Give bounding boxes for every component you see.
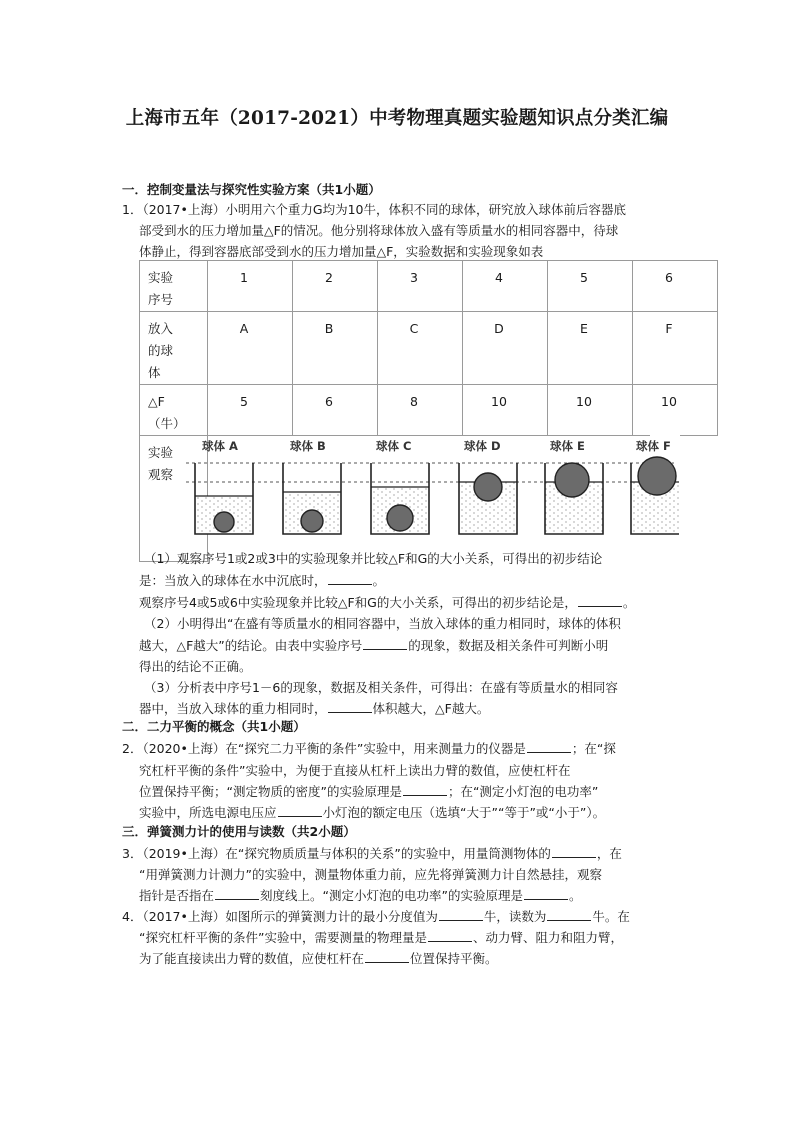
row-header-line: （牛） [148, 416, 186, 431]
row-header-line: 实验 [148, 445, 174, 460]
table-cell: 3 [378, 261, 463, 312]
table-cell: E [548, 312, 633, 385]
table-cell: D [463, 312, 548, 385]
table-cell: F [633, 312, 718, 385]
container-e [545, 463, 603, 534]
ball-b [301, 510, 323, 532]
q3-line-2: “用弹簧测力计测力”的实验中，测量物体重力前，应先将弹簧测力计自然悬挂，观察 [139, 867, 602, 882]
table-cell: 10 [463, 385, 548, 436]
answer-blank[interactable] [363, 637, 407, 650]
row-header-line: 的球 [148, 343, 174, 358]
figure-label-c: 球体 C [376, 439, 412, 453]
table-cell: 6 [293, 385, 378, 436]
ball-f [638, 457, 676, 495]
ball-a [214, 512, 234, 532]
q2-line-1: 2．（2020•上海）在“探究二力平衡的条件”实验中，用来测量力的仪器是 ；在“探 [122, 741, 616, 756]
page-title: 上海市五年（2017-2021）中考物理真题实验题知识点分类汇编 [125, 108, 669, 129]
ball-c [387, 505, 413, 531]
table-cell: 8 [378, 385, 463, 436]
table-cell: 5 [208, 385, 293, 436]
figure-label-d: 球体 D [464, 439, 501, 453]
row-header-line: 实验 [148, 270, 174, 285]
q1-line-1: 1．（2017•上海）小明用六个重力G均为10牛，体积不同的球体，研究放入球体前后容器底 [122, 202, 626, 217]
experiment-figure [140, 430, 680, 548]
q2-line-3: 位置保持平衡；“测定物质的密度”的实验原理是 ；在“测定小灯泡的电功率” [139, 784, 599, 799]
section-heading-2: 二．二力平衡的概念（共1小题） [122, 719, 306, 734]
q2-line-4: 实验中，所选电源电压应 小灯泡的额定电压（选填“大于”“等于”或“小于”）。 [139, 805, 606, 820]
q1-sub3-line2: 器中，当放入球体的重力相同时， 体积越大，△F越大。 [139, 701, 490, 716]
q1-sub2-line1: （2）小明得出“在盛有等质量水的相同容器中，当放入球体的重力相同时，球体的体积 [144, 616, 621, 631]
row-header-line: 观察 [148, 467, 174, 482]
row-header-line: 体 [148, 365, 161, 380]
q1-sub1-line2: 是：当放入的球体在水中沉底时， 。 [139, 573, 386, 588]
table-row-seq [140, 261, 718, 312]
answer-blank[interactable] [552, 845, 596, 858]
row-header-seq [140, 261, 208, 312]
q4-line-3: 为了能直接读出力臂的数值，应使杠杆在 位置保持平衡。 [139, 951, 498, 966]
answer-blank[interactable] [439, 908, 483, 921]
row-header-ball [140, 312, 208, 385]
q1-sub1-line1: （1）观察序号1或2或3中的实验现象并比较△F和G的大小关系，可得出的初步结论 [144, 551, 603, 566]
ball-e [555, 463, 589, 497]
section-heading-1: 一．控制变量法与探究性实验方案（共1小题） [122, 182, 381, 197]
q1-sub1-line3: 观察序号4或5或6中实验现象并比较△F和G的大小关系，可得出的初步结论是， 。 [139, 595, 636, 610]
table-cell: 4 [463, 261, 548, 312]
row-header-force [140, 385, 208, 436]
row-header-line: 放入 [148, 321, 174, 336]
ball-d [474, 473, 502, 501]
answer-blank[interactable] [524, 887, 568, 900]
answer-blank[interactable] [578, 594, 622, 607]
answer-blank[interactable] [547, 908, 591, 921]
q1-line-3: 体静止，得到容器底部受到水的压力增加量△F，实验数据和实验现象如表 [139, 244, 544, 259]
q1-sub2-line2: 越大，△F越大”的结论。由表中实验序号 的现象，数据及相关条件可判断小明 [139, 638, 609, 653]
q4-line-2: “探究杠杆平衡的条件”实验中，需要测量的物理量是 、动力臂、阻力和阻力臂， [139, 930, 623, 945]
table-cell: 6 [633, 261, 718, 312]
table-cell: 1 [208, 261, 293, 312]
q1-line-2: 部受到水的压力增加量△F的情况。他分别将球体放入盛有等质量水的相同容器中，待球 [139, 223, 619, 238]
container-f [631, 457, 679, 534]
table-cell: B [293, 312, 378, 385]
table-cell: 5 [548, 261, 633, 312]
section-heading-3: 三．弹簧测力计的使用与读数（共2小题） [122, 824, 356, 839]
figure-label-f: 球体 F [636, 439, 671, 453]
answer-blank[interactable] [328, 572, 372, 585]
container-c [371, 463, 429, 534]
container-b [283, 463, 341, 534]
row-header-line: 序号 [148, 292, 174, 307]
table-row-ball [140, 312, 718, 385]
q1-sub2-line3: 得出的结论不正确。 [139, 659, 252, 674]
q3-line-1: 3．（2019•上海）在“探究物质质量与体积的关系”的实验中，用量筒测物体的 ，在 [122, 846, 622, 861]
table-row-force [140, 385, 718, 436]
table-cell: 2 [293, 261, 378, 312]
table-cell: 10 [633, 385, 718, 436]
q4-line-1: 4．（2017•上海）如图所示的弹簧测力计的最小分度值为 牛，读数为 牛。在 [122, 909, 630, 924]
table-cell: A [208, 312, 293, 385]
answer-blank[interactable] [278, 804, 322, 817]
answer-blank[interactable] [428, 929, 472, 942]
figure-label-a: 球体 A [202, 439, 238, 453]
q1-sub3-line1: （3）分析表中序号1－6的现象，数据及相关条件，可得出：在盛有等质量水的相同容 [144, 680, 618, 695]
answer-blank[interactable] [527, 740, 571, 753]
table-cell: 10 [548, 385, 633, 436]
figure-label-e: 球体 E [550, 439, 585, 453]
container-d [459, 463, 517, 534]
table-cell: C [378, 312, 463, 385]
answer-blank[interactable] [328, 700, 372, 713]
answer-blank[interactable] [365, 950, 409, 963]
figure-label-b: 球体 B [290, 439, 326, 453]
container-a [195, 463, 253, 534]
q3-line-3: 指针是否指在 刻度线上。“测定小灯泡的电功率”的实验原理是 。 [139, 888, 582, 903]
row-header-line: △F [148, 394, 165, 409]
q2-line-2: 究杠杆平衡的条件”实验中，为便于直接从杠杆上读出力臂的数值，应使杠杆在 [139, 763, 571, 778]
answer-blank[interactable] [215, 887, 259, 900]
answer-blank[interactable] [403, 783, 447, 796]
